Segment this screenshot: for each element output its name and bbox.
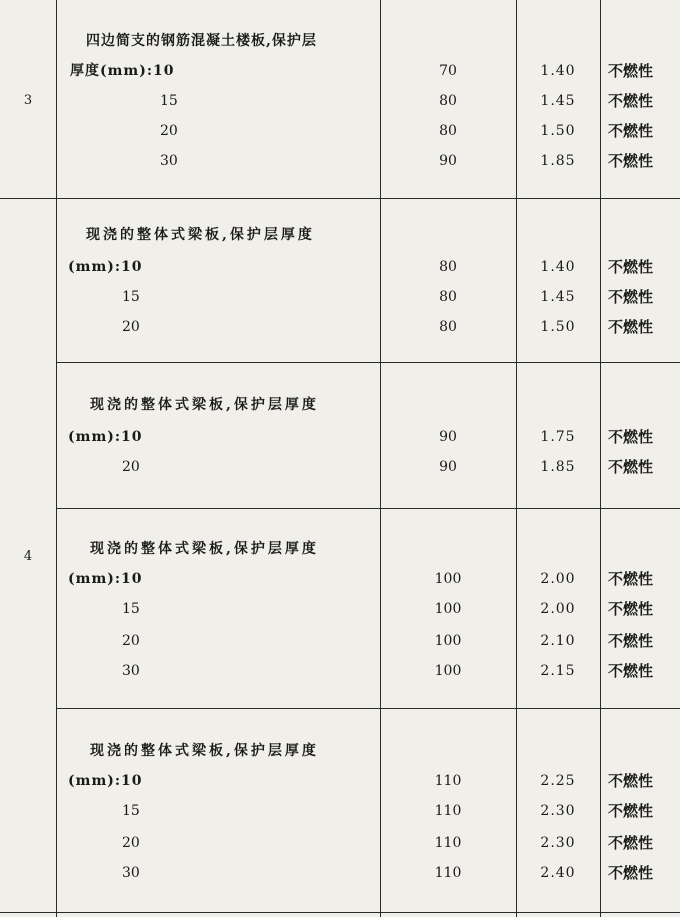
property-cell: 不燃性 [608, 834, 654, 852]
cover-thickness-label: 15 [122, 289, 140, 305]
cover-thickness-label: 15 [122, 803, 140, 819]
thickness-cell: 100 [434, 601, 462, 617]
thickness-cell: 110 [434, 835, 462, 851]
property-cell: 不燃性 [608, 632, 654, 650]
group-index-4: 4 [23, 549, 33, 564]
property-cell: 不燃性 [608, 662, 654, 680]
property-cell: 不燃性 [608, 600, 654, 618]
thickness-cell: 80 [439, 93, 457, 109]
limit-cell: 2.30 [540, 835, 576, 851]
col-divider-1 [56, 0, 57, 917]
cover-thickness-label: 20 [122, 319, 140, 335]
thickness-cell: 70 [439, 63, 457, 79]
property-cell: 不燃性 [608, 772, 654, 790]
row-divider-sub2 [56, 508, 680, 509]
property-cell: 不燃性 [608, 428, 654, 446]
limit-cell: 2.25 [540, 773, 576, 789]
thickness-cell: 90 [439, 153, 457, 169]
cover-thickness-label: 20 [122, 835, 140, 851]
limit-cell: 2.00 [540, 571, 576, 587]
limit-cell: 1.50 [540, 319, 576, 335]
limit-cell: 1.85 [540, 459, 576, 475]
thickness-cell: 100 [434, 633, 462, 649]
property-cell: 不燃性 [608, 122, 654, 140]
section-description-line1: 现浇的整体式梁板,保护层厚度 [90, 397, 319, 413]
col-divider-4 [600, 0, 601, 917]
thickness-cell: 100 [434, 663, 462, 679]
section-description-line1: 现浇的整体式梁板,保护层厚度 [90, 743, 319, 759]
thickness-cell: 110 [434, 803, 462, 819]
limit-cell: 1.85 [540, 153, 576, 169]
thickness-cell: 80 [439, 319, 457, 335]
section-description-line2: (mm):10 [68, 773, 143, 789]
limit-cell: 2.15 [540, 663, 576, 679]
property-cell: 不燃性 [608, 458, 654, 476]
limit-cell: 2.30 [540, 803, 576, 819]
group-index-3: 3 [23, 93, 33, 108]
row-divider-group3 [0, 198, 680, 199]
property-cell: 不燃性 [608, 258, 654, 276]
row-divider-sub1 [56, 362, 680, 363]
limit-cell: 1.50 [540, 123, 576, 139]
cover-thickness-label: 15 [160, 93, 178, 109]
limit-cell: 2.10 [540, 633, 576, 649]
thickness-cell: 90 [439, 459, 457, 475]
cover-thickness-label: 30 [122, 865, 140, 881]
cover-thickness-label: 20 [122, 633, 140, 649]
limit-cell: 1.75 [540, 429, 576, 445]
cover-thickness-label: 30 [122, 663, 140, 679]
thickness-cell: 80 [439, 289, 457, 305]
section-description-line2: (mm):10 [68, 571, 143, 587]
property-cell: 不燃性 [608, 152, 654, 170]
property-cell: 不燃性 [608, 318, 654, 336]
property-cell: 不燃性 [608, 62, 654, 80]
thickness-cell: 80 [439, 259, 457, 275]
cover-thickness-label: 20 [122, 459, 140, 475]
property-cell: 不燃性 [608, 802, 654, 820]
cover-thickness-label: 30 [160, 153, 178, 169]
limit-cell: 1.40 [540, 259, 576, 275]
section-description-line1: 四边简支的钢筋混凝土楼板,保护层 [86, 33, 317, 49]
section-description-line1: 现浇的整体式梁板,保护层厚度 [90, 541, 319, 557]
property-cell: 不燃性 [608, 570, 654, 588]
thickness-cell: 80 [439, 123, 457, 139]
limit-cell: 1.40 [540, 63, 576, 79]
section-description-line2: 厚度(mm):10 [70, 63, 175, 79]
row-divider-sub3 [56, 708, 680, 709]
cover-thickness-label: 20 [160, 123, 178, 139]
thickness-cell: 110 [434, 773, 462, 789]
section-description-line2: (mm):10 [68, 259, 143, 275]
thickness-cell: 90 [439, 429, 457, 445]
limit-cell: 1.45 [540, 289, 576, 305]
section-description-line2: (mm):10 [68, 429, 143, 445]
cover-thickness-label: 15 [122, 601, 140, 617]
thickness-cell: 110 [434, 865, 462, 881]
table-bottom-border [0, 912, 680, 913]
section-description-line1: 现浇的整体式梁板,保护层厚度 [86, 227, 315, 243]
limit-cell: 2.40 [540, 865, 576, 881]
property-cell: 不燃性 [608, 288, 654, 306]
limit-cell: 2.00 [540, 601, 576, 617]
limit-cell: 1.45 [540, 93, 576, 109]
property-cell: 不燃性 [608, 92, 654, 110]
thickness-cell: 100 [434, 571, 462, 587]
property-cell: 不燃性 [608, 864, 654, 882]
